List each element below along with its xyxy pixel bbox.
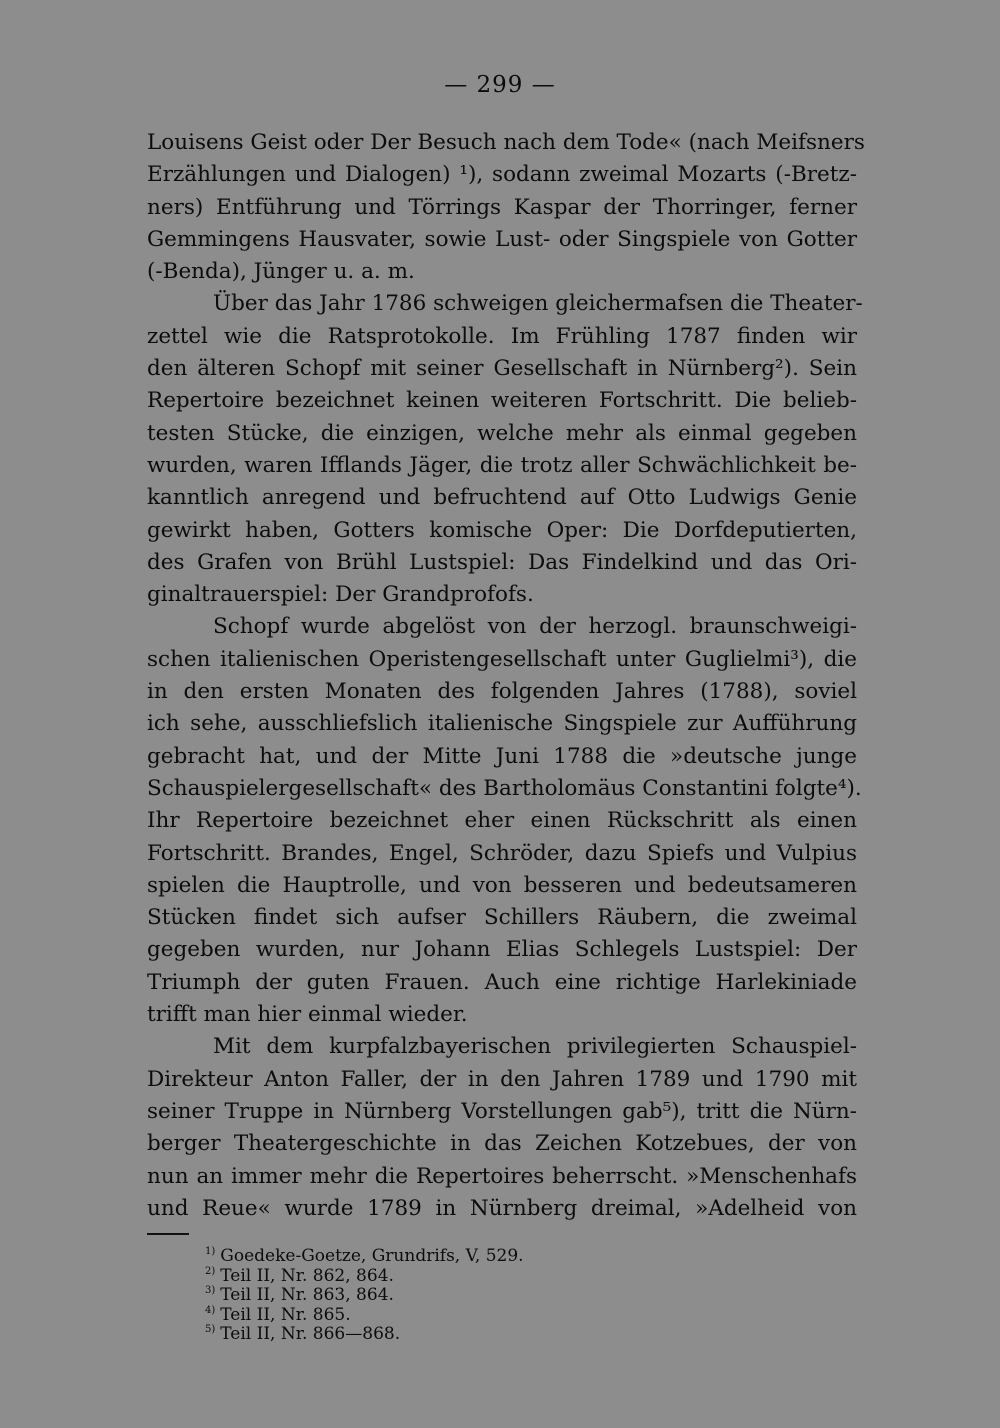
footnote (205, 1242, 524, 1266)
page-number: — 299 — (444, 72, 556, 98)
text-line: testen Stücke, die einzigen, welche mehr als einmal gegeben (147, 420, 857, 446)
text-line: nun an immer mehr die Repertoires beherrscht. »Menschenhafs (147, 1163, 857, 1189)
footnote (205, 1320, 524, 1344)
text-line: kanntlich anregend und befruchtend auf Otto Ludwigs Genie (147, 485, 857, 511)
footnote-text: Teil II, Nr. 863, 864. (220, 1285, 394, 1305)
text-line: ners) Entführung und Törrings Kaspar der Thorringer, ferner (147, 194, 857, 220)
footnote-text: Teil II, Nr. 866—868. (220, 1324, 401, 1344)
footnote-text: Teil II, Nr. 862, 864. (220, 1265, 394, 1286)
paragraph-start-line: Mit dem kurpfalzbayerischen privilegierten Schauspiel- (213, 1034, 857, 1060)
body-text (147, 127, 865, 1225)
text-line: gebracht hat, und der Mitte Juni 1788 die »deutsche junge (147, 743, 857, 769)
text-line: berger Theatergeschichte in das Zeichen Kotzebues, der von (147, 1131, 857, 1157)
text-line: in den ersten Monaten des folgenden Jahres (1788), soviel (147, 679, 857, 705)
text-line: Repertoire bezeichnet keinen weiteren Fortschritt. Die belieb- (147, 388, 857, 414)
text-line: trifft man hier einmal wieder. (147, 1002, 468, 1028)
text-line: seiner Truppe in Nürnberg Vorstellungen gab⁵), tritt die Nürn- (147, 1098, 857, 1124)
paragraph-start-line: Über das Jahr 1786 schweigen gleichermafsen die Theater- (213, 291, 863, 317)
text-line: ginaltrauerspiel: Der Grandprofofs. (147, 582, 534, 608)
text-line: Louisens Geist oder Der Besuch nach dem Tode« (nach Meifsners (147, 130, 865, 155)
text-line: Ihr Repertoire bezeichnet eher einen Rückschritt als einen (147, 808, 857, 834)
text-line: schen italienischen Operistengesellschaft unter Guglielmi³), die (147, 646, 857, 672)
text-line: den älteren Schopf mit seiner Gesellschaft in Nürnberg²). Sein (147, 356, 857, 382)
footnote-text: Teil II, Nr. 865. (220, 1304, 351, 1325)
text-line: wurden, waren Ifflands Jäger, die trotz aller Schwächlichkeit be- (147, 452, 857, 478)
text-line: Gemmingens Hausvater, sowie Lust- oder Singspiele von Gotter (147, 226, 857, 252)
text-line: gewirkt haben, Gotters komische Oper: Die Dorfdeputierten, (147, 517, 857, 543)
footnote-mark: 3) (205, 1285, 216, 1296)
text-line: des Grafen von Brühl Lustspiel: Das Findelkind und das Ori- (147, 549, 857, 575)
text-line: zettel wie die Ratsprotokolle. Im Frühling 1787 finden wir (147, 323, 857, 349)
paragraph-start-line: Schopf wurde abgelöst von der herzogl. braunschweigi- (213, 614, 857, 640)
text-line: Schauspielergesellschaft« des Bartholomäus Constantini folgte⁴). (147, 775, 862, 801)
text-line: Triumph der guten Frauen. Auch eine richtige Harlekiniade (147, 969, 857, 995)
text-line: gegeben wurden, nur Johann Elias Schlegels Lustspiel: Der (147, 937, 857, 963)
footnote (205, 1281, 524, 1305)
footnote-divider (147, 1233, 189, 1235)
footnote-mark: 5) (205, 1324, 216, 1335)
text-line: spielen die Hauptrolle, und von besseren und bedeutsameren (147, 872, 857, 898)
footnotes (205, 1242, 524, 1344)
text-line: Fortschritt. Brandes, Engel, Schröder, dazu Spiefs und Vulpius (147, 840, 857, 866)
text-line: Direkteur Anton Faller, der in den Jahren 1789 und 1790 mit (147, 1066, 857, 1092)
footnote-mark: 2) (205, 1265, 216, 1277)
text-line: und Reue« wurde 1789 in Nürnberg dreimal, »Adelheid von (147, 1195, 857, 1221)
footnote-mark: 1) (205, 1246, 216, 1257)
text-line: ich sehe, ausschliefslich italienische Singspiele zur Aufführung (147, 711, 857, 737)
text-line: Erzählungen und Dialogen) ¹), sodann zweimal Mozarts (-Bretz- (147, 162, 857, 188)
footnote-text: Goedeke-Goetze, Grundrifs, V, 529. (220, 1246, 524, 1266)
footnote-mark: 4) (205, 1304, 216, 1316)
text-line: Stücken findet sich aufser Schillers Räubern, die zweimal (147, 905, 857, 931)
text-line: (-Benda), Jünger u. a. m. (147, 259, 415, 285)
